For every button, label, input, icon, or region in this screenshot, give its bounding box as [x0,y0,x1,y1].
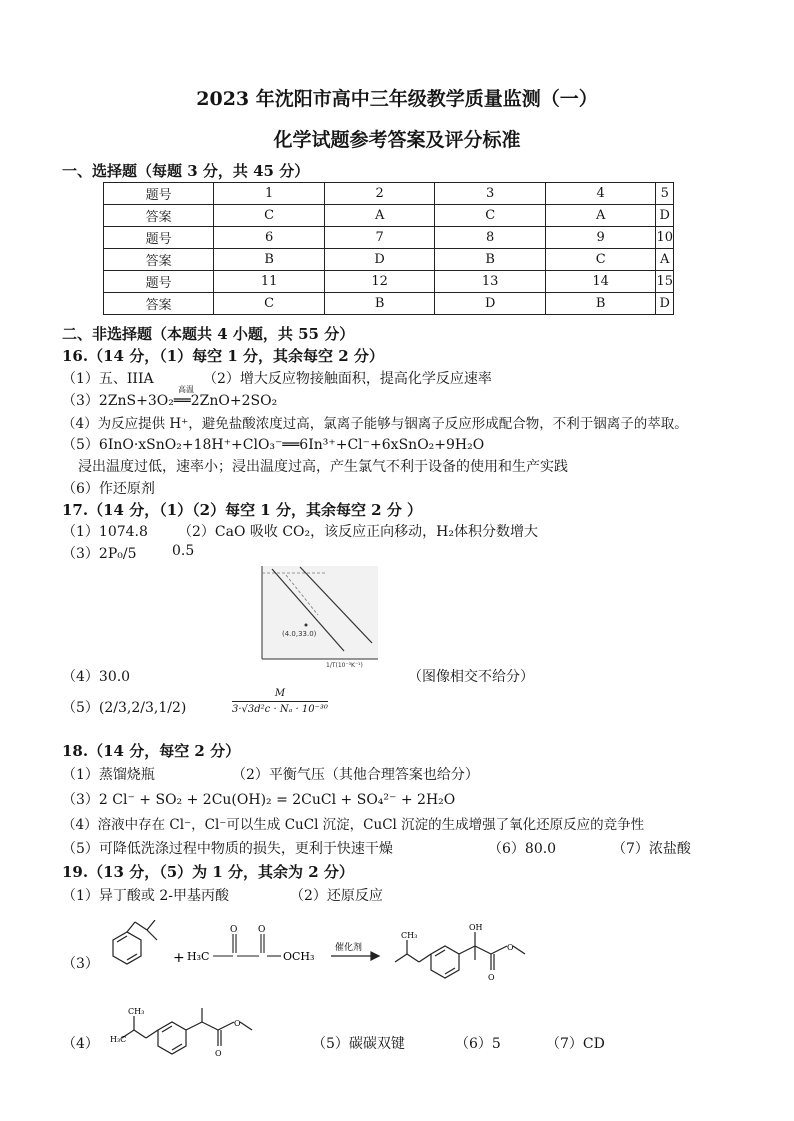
table-cell: 9 [545,227,656,249]
table-cell: A [324,205,435,227]
table-cell: A [656,249,674,271]
table-cell: D [435,293,546,315]
q19-answer-6: （6）5 [455,1036,501,1052]
q17-answer-3a: （3）2P₀/5 [62,546,137,562]
table-cell: A [545,205,656,227]
table-cell: C [435,205,546,227]
formula-denominator: 3·√3d²c · Nₐ · 10⁻³⁰ [232,704,328,715]
q18-answer-2: （2）平衡气压（其他合理答案也给分） [232,767,479,783]
table-row [104,183,674,205]
carbonyl-o-1: O [230,925,238,935]
graph-point-label: (4.0,33.0) [282,630,317,638]
q18-answer-7: （7）浓盐酸 [612,841,691,857]
table-cell: 4 [545,183,656,205]
answer-table [103,182,674,315]
q16-header: 16.（14 分，（1）每空 1 分，其余每空 2 分） [62,347,384,365]
reaction-arrow [331,952,379,960]
isobutylbenzene-structure [113,920,157,964]
q18-answer-6: （6）80.0 [488,841,557,857]
q19-answer-4: （4） [62,1036,99,1052]
page-subtitle: 化学试题参考答案及评分标准 [273,129,521,151]
table-cell: 11 [214,271,325,293]
q16-answer-5-note: 浸出温度过低，速率小；浸出温度过高，产生氯气不利于设备的使用和生产实践 [78,459,568,475]
table-cell: C [214,205,325,227]
q19-answer-3: （3） [62,956,99,972]
table-row [104,249,674,271]
table-cell: 10 [656,227,674,249]
formula-numerator: M [232,688,328,702]
q16-answer-5: （5）6InO·xSnO₂+18H⁺+ClO₃⁻══6In³⁺+Cl⁻+6xSnO₂+9H₂O [62,437,485,453]
table-cell: 2 [324,183,435,205]
q17-answer-2: （2）CaO 吸收 CO₂，该反应正向移动，H₂体积分数增大 [178,524,538,540]
q19-4-h3c: H₃C [110,1035,127,1044]
table-cell: 7 [324,227,435,249]
table-cell: 3 [435,183,546,205]
reagent-h3c: H₃C [187,950,210,963]
q18-answer-1: （1）蒸馏烧瓶 [62,767,155,783]
table-row-label: 题号 [104,271,214,293]
table-row-label: 题号 [104,183,214,205]
product-ester-o: O [507,943,514,952]
table-cell: B [214,249,325,271]
table-cell: D [656,205,674,227]
q17-answer-3b: 0.5 [172,543,195,559]
reagent-och3: OCH₃ [283,950,315,963]
table-cell: 14 [545,271,656,293]
table-row [104,293,674,315]
table-cell: B [435,249,546,271]
q16-answer-6: （6）作还原剂 [62,481,155,497]
q18-answer-5: （5）可降低洗涤过程中物质的损失，更利于快速干燥 [62,841,393,857]
q17-answer-4: （4）30.0 [62,669,131,685]
q19-4-structure [110,990,310,1060]
q17-answer-1: （1）1074.8 [62,524,148,540]
q17-answer-5: （5）(2/3,2/3,1/2) [62,700,187,716]
density-formula [232,688,328,715]
table-cell: 6 [214,227,325,249]
section-choice-heading: 一、选择题（每题 3 分，共 45 分） [62,162,310,180]
table-cell: 13 [435,271,546,293]
table-cell: 15 [656,271,674,293]
table-cell: C [214,293,325,315]
reaction-scheme [95,920,695,990]
carbonyl-o-2: O [258,925,266,935]
q16-answer-4: （4）为反应提供 H⁺，避免盐酸浓度过高，氯离子能够与铟离子反应形成配合物，不利于铟离子的萃取。 [62,416,688,432]
q19-4-ester-o: O [234,1019,241,1028]
q19-4-ch3: CH₃ [128,1007,145,1016]
graph-x-label: 1/T(10⁻³K⁻¹) [326,662,363,669]
table-cell: B [324,293,435,315]
table-row-label: 答案 [104,293,214,315]
table-row-label: 题号 [104,227,214,249]
table-row [104,271,674,293]
product-ch3: CH₃ [401,931,418,940]
table-row [104,205,674,227]
q16-answer-3: （3）2ZnS+3O₂══2ZnO+2SO₂ [62,393,278,409]
q19-answer-7: （7）CD [546,1036,605,1052]
plus-sign: + [173,950,185,966]
q18-answer-4: （4）溶液中存在 Cl⁻，Cl⁻可以生成 CuCl 沉淀，CuCl 沉淀的生成增强了氧化还原反应的竞争性 [62,817,645,833]
q19-answer-1: （1）异丁酸或 2-甲基丙酸 [62,888,229,904]
q18-answer-3: （3）2 Cl⁻ + SO₂ + 2Cu(OH)₂ = 2CuCl + SO₄²⁻ + 2H₂O [62,792,456,808]
arrow-catalyst-label: 催化剂 [335,943,363,953]
table-cell: C [545,249,656,271]
table-cell: 8 [435,227,546,249]
table-cell: 1 [214,183,325,205]
section-nonchoice-heading: 二、非选择题（本题共 4 小题，共 55 分） [62,325,355,343]
q19-answer-5: （5）碳碳双键 [312,1036,405,1052]
q16-answer-2: （2）增大反应物接触面积，提高化学反应速率 [203,371,492,387]
product-oh: OH [469,923,483,932]
methyl-pyruvate-structure [213,934,281,956]
rate-constant-graph [252,563,382,669]
q19-answer-2: （2）还原反应 [290,888,383,904]
q19-4-carbonyl-o: O [215,1049,222,1058]
table-cell: D [656,293,674,315]
q17-header: 17.（14 分，（1）（2）每空 1 分，其余每空 2 分 ） [62,501,423,519]
page-title: 2023 年沈阳市高中三年级教学质量监测（一） [196,88,598,110]
table-cell: B [545,293,656,315]
table-row-label: 答案 [104,205,214,227]
table-cell: D [324,249,435,271]
graph-background [262,566,378,659]
table-row-label: 答案 [104,249,214,271]
table-row [104,227,674,249]
q16-answer-3-condition: 高温 [178,385,194,394]
table-cell: 5 [656,183,674,205]
q16-answer-1: （1）五、IIIA [62,371,154,387]
q19-header: 19.（13 分，（5）为 1 分，其余为 2 分） [62,863,354,881]
product-carbonyl-o: O [488,973,495,982]
q17-answer-4-note: （图像相交不给分） [408,669,534,685]
table-cell: 12 [324,271,435,293]
q18-header: 18.（14 分，每空 2 分） [62,742,241,760]
graph-point [305,624,308,627]
